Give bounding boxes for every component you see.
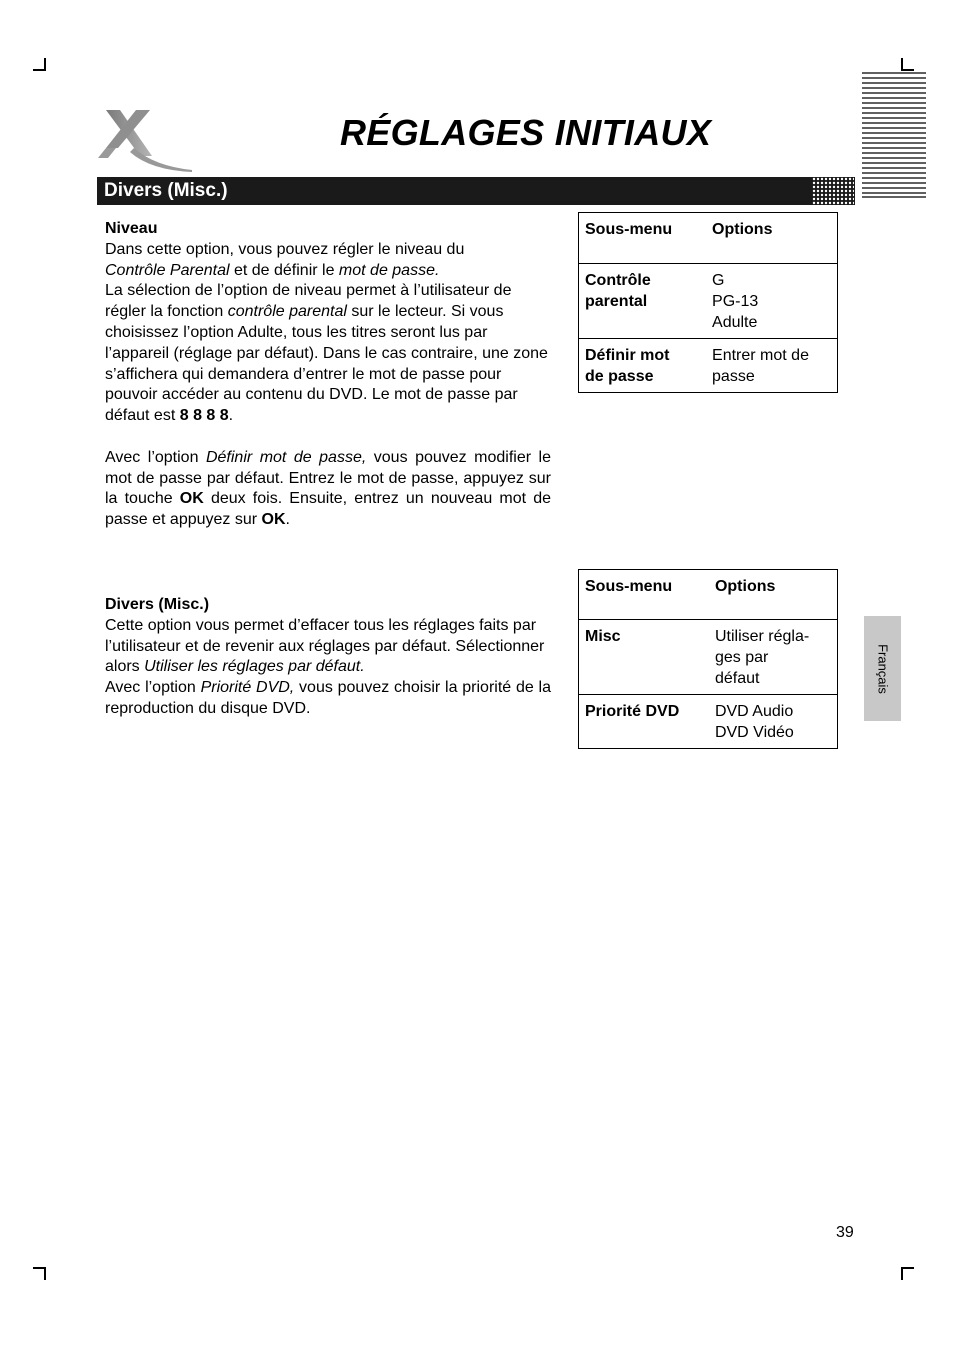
- crop-mark: [901, 1267, 914, 1269]
- misc-section: [105, 595, 551, 720]
- x-brand-logo-icon: [96, 108, 194, 174]
- options-cell: Entrer mot de passe: [708, 339, 837, 393]
- niveau-section: [105, 219, 551, 531]
- niveau-heading: Niveau: [105, 220, 158, 237]
- options-cell: Utiliser régla- ges par défaut: [711, 620, 838, 695]
- halftone-pattern: [812, 177, 854, 205]
- crop-mark: [44, 1267, 46, 1280]
- table-row: [579, 264, 838, 339]
- niveau-paragraph-2: Avec l’option Définir mot de passe, vous pouvez modifier le mot de passe par défaut. Entrez le mot de passe, appuyez sur la touche OK deux fois. Ensuite, entrez un nouveau mot de passe et appuyez sur OK.: [105, 448, 552, 529]
- page-number: 39: [836, 1224, 854, 1241]
- table-header-options: Options: [708, 213, 837, 264]
- table-row: [579, 695, 838, 749]
- table-header-submenu: Sous-menu: [579, 570, 711, 620]
- crop-mark: [44, 58, 46, 70]
- table-row: [579, 620, 838, 695]
- table-header-row: [579, 570, 838, 620]
- misc-options-table: [578, 569, 838, 749]
- options-cell: G PG-13 Adulte: [708, 264, 837, 339]
- table-row: [579, 339, 838, 393]
- table-header-options: Options: [711, 570, 838, 620]
- misc-heading: Divers (Misc.): [105, 596, 210, 613]
- section-title: Divers (Misc.): [104, 180, 228, 201]
- section-header-bar: [97, 177, 855, 205]
- niveau-options-table: [578, 212, 838, 393]
- submenu-cell: Priorité DVD: [579, 695, 711, 749]
- language-tab-label: Français: [875, 643, 890, 694]
- submenu-cell: Définir mot de passe: [579, 339, 709, 393]
- misc-paragraph-2: Avec l’option Priorité DVD, vous pouvez choisir la priorité de la reproduction du disque DVD.: [105, 679, 552, 717]
- edge-stripes: [862, 72, 926, 198]
- table-header-row: [579, 213, 838, 264]
- submenu-cell: Misc: [579, 620, 711, 695]
- niveau-paragraph-1: Dans cette option, vous pouvez régler le niveau du Contrôle Parental et de définir le mot de passe. La sélection de l’option de niveau permet à l’utilisateur de régler la fonction contrôle parental sur le lecteur. Si vous choisissez l’option Adulte, tous les titres seront lus par l’appareil (réglage par défaut). Dans le cas contraire, une zone s’affichera qui demandera d’entrer le mot de passe pour pouvoir accéder au contenu du DVD. Le mot de passe par défaut est 8 8 8 8.: [105, 240, 548, 425]
- crop-mark: [901, 69, 914, 71]
- submenu-cell: Contrôle parental: [579, 264, 709, 339]
- language-tab: [864, 616, 901, 721]
- crop-mark: [901, 1267, 903, 1280]
- page-title: RÉGLAGES INITIAUX: [340, 112, 712, 153]
- options-cell: DVD Audio DVD Vidéo: [711, 695, 838, 749]
- table-header-submenu: Sous-menu: [579, 213, 709, 264]
- misc-paragraph-1: Cette option vous permet d’effacer tous les réglages faits par l’utilisateur et de revenir aux réglages par défaut. Sélectionner alors Utiliser les réglages par défaut.: [105, 616, 545, 676]
